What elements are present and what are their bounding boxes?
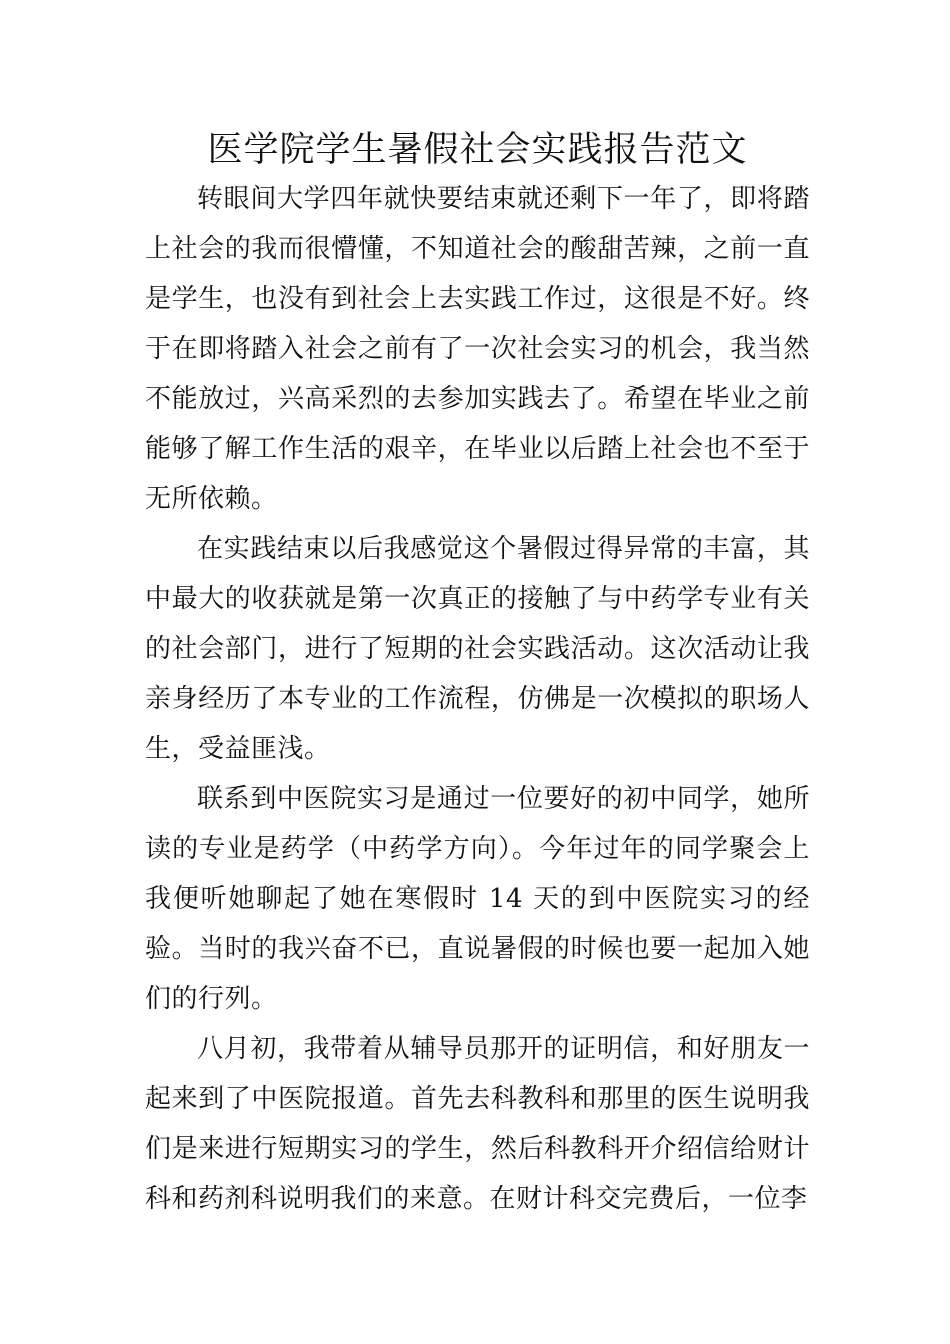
paragraph-2: 在实践结束以后我感觉这个暑假过得异常的丰富，其中最大的收获就是第一次真正的接触了与中药学专业有关的社会部门，进行了短期的社会实践活动。这次活动让我亲身经历了本专业的工作流程，仿佛是一次模拟的职场人生，受益匪浅。 <box>145 534 810 764</box>
document-title: 医学院学生暑假社会实践报告范文 <box>207 130 748 170</box>
document-body <box>145 126 810 1224</box>
paragraph-4: 八月初，我带着从辅导员那开的证明信，和好朋友一起来到了中医院报道。首先去科教科和那里的医生说明我们是来进行短期实习的学生，然后科教科开介绍信给财计科和药剂科说明我们的来意。在财计科交完费后，一位李 <box>145 1034 810 1214</box>
paragraph-1: 转眼间大学四年就快要结束就还剩下一年了，即将踏上社会的我而很懵懂，不知道社会的酸甜苦辣，之前一直是学生，也没有到社会上去实践工作过，这很是不好。终于在即将踏入社会之前有了一次社会实习的机会，我当然不能放过，兴高采烈的去参加实践去了。希望在毕业之前能够了解工作生活的艰辛，在毕业以后踏上社会也不至于无所依赖。 <box>145 184 810 514</box>
paragraph-3: 联系到中医院实习是通过一位要好的初中同学，她所读的专业是药学（中药学方向）。今年过年的同学聚会上我便听她聊起了她在寒假时 14 天的到中医院实习的经验。当时的我兴奋不已，直说暑假的时候也要一起加入她们的行列。 <box>145 784 810 1014</box>
